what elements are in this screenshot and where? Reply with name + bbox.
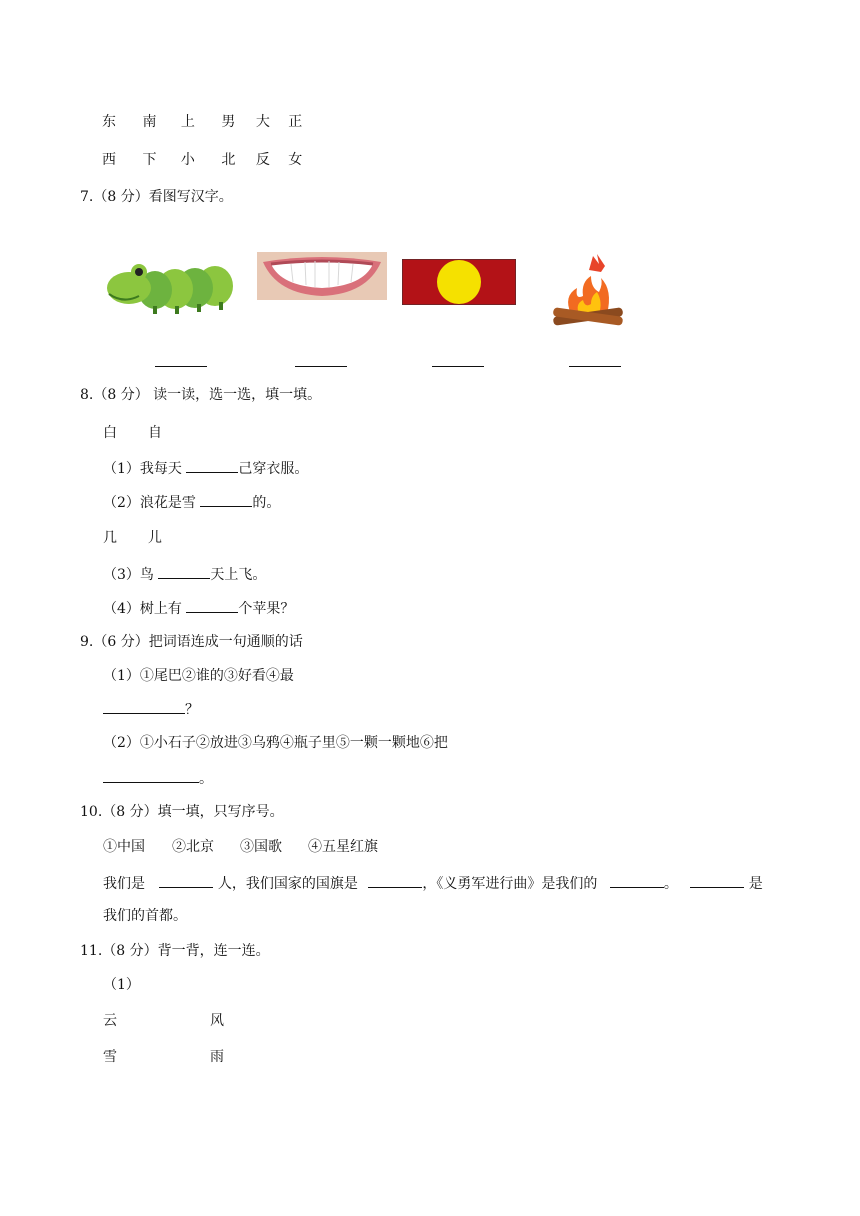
pair-char: 东 xyxy=(102,114,116,130)
pair-row-2 xyxy=(102,150,302,170)
q7-answer-blank-4[interactable] xyxy=(569,352,621,373)
pair-char: 上 xyxy=(180,114,195,130)
choice-char: 儿 xyxy=(148,530,162,546)
q9-answer-1: ？ xyxy=(103,699,199,720)
q8-sentence-3: （3）鸟 天上飞。 xyxy=(103,564,266,585)
q8-blank-3[interactable] xyxy=(158,564,210,579)
q9-blank-1[interactable] xyxy=(103,699,185,714)
q11-right-item-2[interactable]: 雨 xyxy=(210,1049,224,1065)
option-item: ②北京 xyxy=(172,839,214,855)
pair-char: 下 xyxy=(142,152,157,168)
q11-left-item-2[interactable]: 雪 xyxy=(103,1049,117,1065)
q10-title: 10.（8 分）填一填，只写序号。 xyxy=(80,804,284,820)
q10-blank-2[interactable] xyxy=(368,873,422,888)
q8-choice-group-1 xyxy=(103,423,162,443)
q8-blank-2[interactable] xyxy=(200,492,252,507)
q9-title: 9.（6 分）把词语连成一句通顺的话 xyxy=(80,634,303,650)
option-item: ③国歌 xyxy=(240,839,282,855)
q9-sentence-1: （1）①尾巴②谁的③好看④最 xyxy=(103,668,294,684)
option-item: ④五星红旗 xyxy=(308,839,378,855)
mouth-teeth-picture xyxy=(257,252,387,300)
q7-answer-blank-1[interactable] xyxy=(155,352,207,373)
q10-sentence: 我们是 人，我们国家的国旗是 ，《义勇军进行曲》是我们的 。 是 xyxy=(103,873,763,894)
q11-left-item-1[interactable]: 云 xyxy=(103,1013,117,1029)
fire-picture xyxy=(549,252,627,328)
choice-char: 几 xyxy=(103,530,117,546)
q8-sentence-4: （4）树上有 个苹果？ xyxy=(103,598,294,619)
q9-answer-2: 。 xyxy=(103,768,213,789)
q10-blank-4[interactable] xyxy=(690,873,744,888)
caterpillar-picture xyxy=(103,258,243,320)
q8-sentence-2: （2）浪花是雪 的。 xyxy=(103,492,280,513)
q11-title: 11.（8 分）背一背，连一连。 xyxy=(80,943,270,959)
sun-picture xyxy=(402,259,516,305)
choice-char: 自 xyxy=(148,425,162,441)
pair-char: 小 xyxy=(180,152,195,168)
q10-sentence-line-2: 我们的首都。 xyxy=(103,908,187,924)
q8-blank-1[interactable] xyxy=(186,458,238,473)
pair-row-1 xyxy=(102,112,302,132)
pair-char: 反 xyxy=(255,152,270,168)
q11-right-item-1[interactable]: 风 xyxy=(210,1013,224,1029)
q8-blank-4[interactable] xyxy=(186,598,238,613)
pair-char: 正 xyxy=(288,114,303,130)
q9-blank-2[interactable] xyxy=(103,768,199,783)
q8-sentence-1: （1）我每天 己穿衣服。 xyxy=(103,458,308,479)
pair-char: 西 xyxy=(102,152,116,168)
q8-choice-group-2 xyxy=(103,528,162,548)
q8-title: 8.（8 分） 读一读，选一选，填一填。 xyxy=(80,387,322,403)
q7-answer-blank-3[interactable] xyxy=(432,352,484,373)
choice-char: 白 xyxy=(103,425,117,441)
q7-answer-blank-2[interactable] xyxy=(295,352,347,373)
pair-char: 南 xyxy=(142,114,157,130)
q11-part-label: （1） xyxy=(103,977,140,993)
pair-char: 男 xyxy=(221,114,236,130)
pair-char: 北 xyxy=(221,152,236,168)
q10-blank-1[interactable] xyxy=(159,873,213,888)
q10-options xyxy=(103,837,378,857)
option-item: ①中国 xyxy=(103,839,145,855)
q7-title: 7.（8 分）看图写汉字。 xyxy=(80,189,233,205)
q9-sentence-2: （2）①小石子②放进③乌鸦④瓶子里⑤一颗一颗地⑥把 xyxy=(103,735,448,751)
q10-blank-3[interactable] xyxy=(610,873,664,888)
pair-char: 女 xyxy=(288,152,303,168)
pair-char: 大 xyxy=(255,114,270,130)
